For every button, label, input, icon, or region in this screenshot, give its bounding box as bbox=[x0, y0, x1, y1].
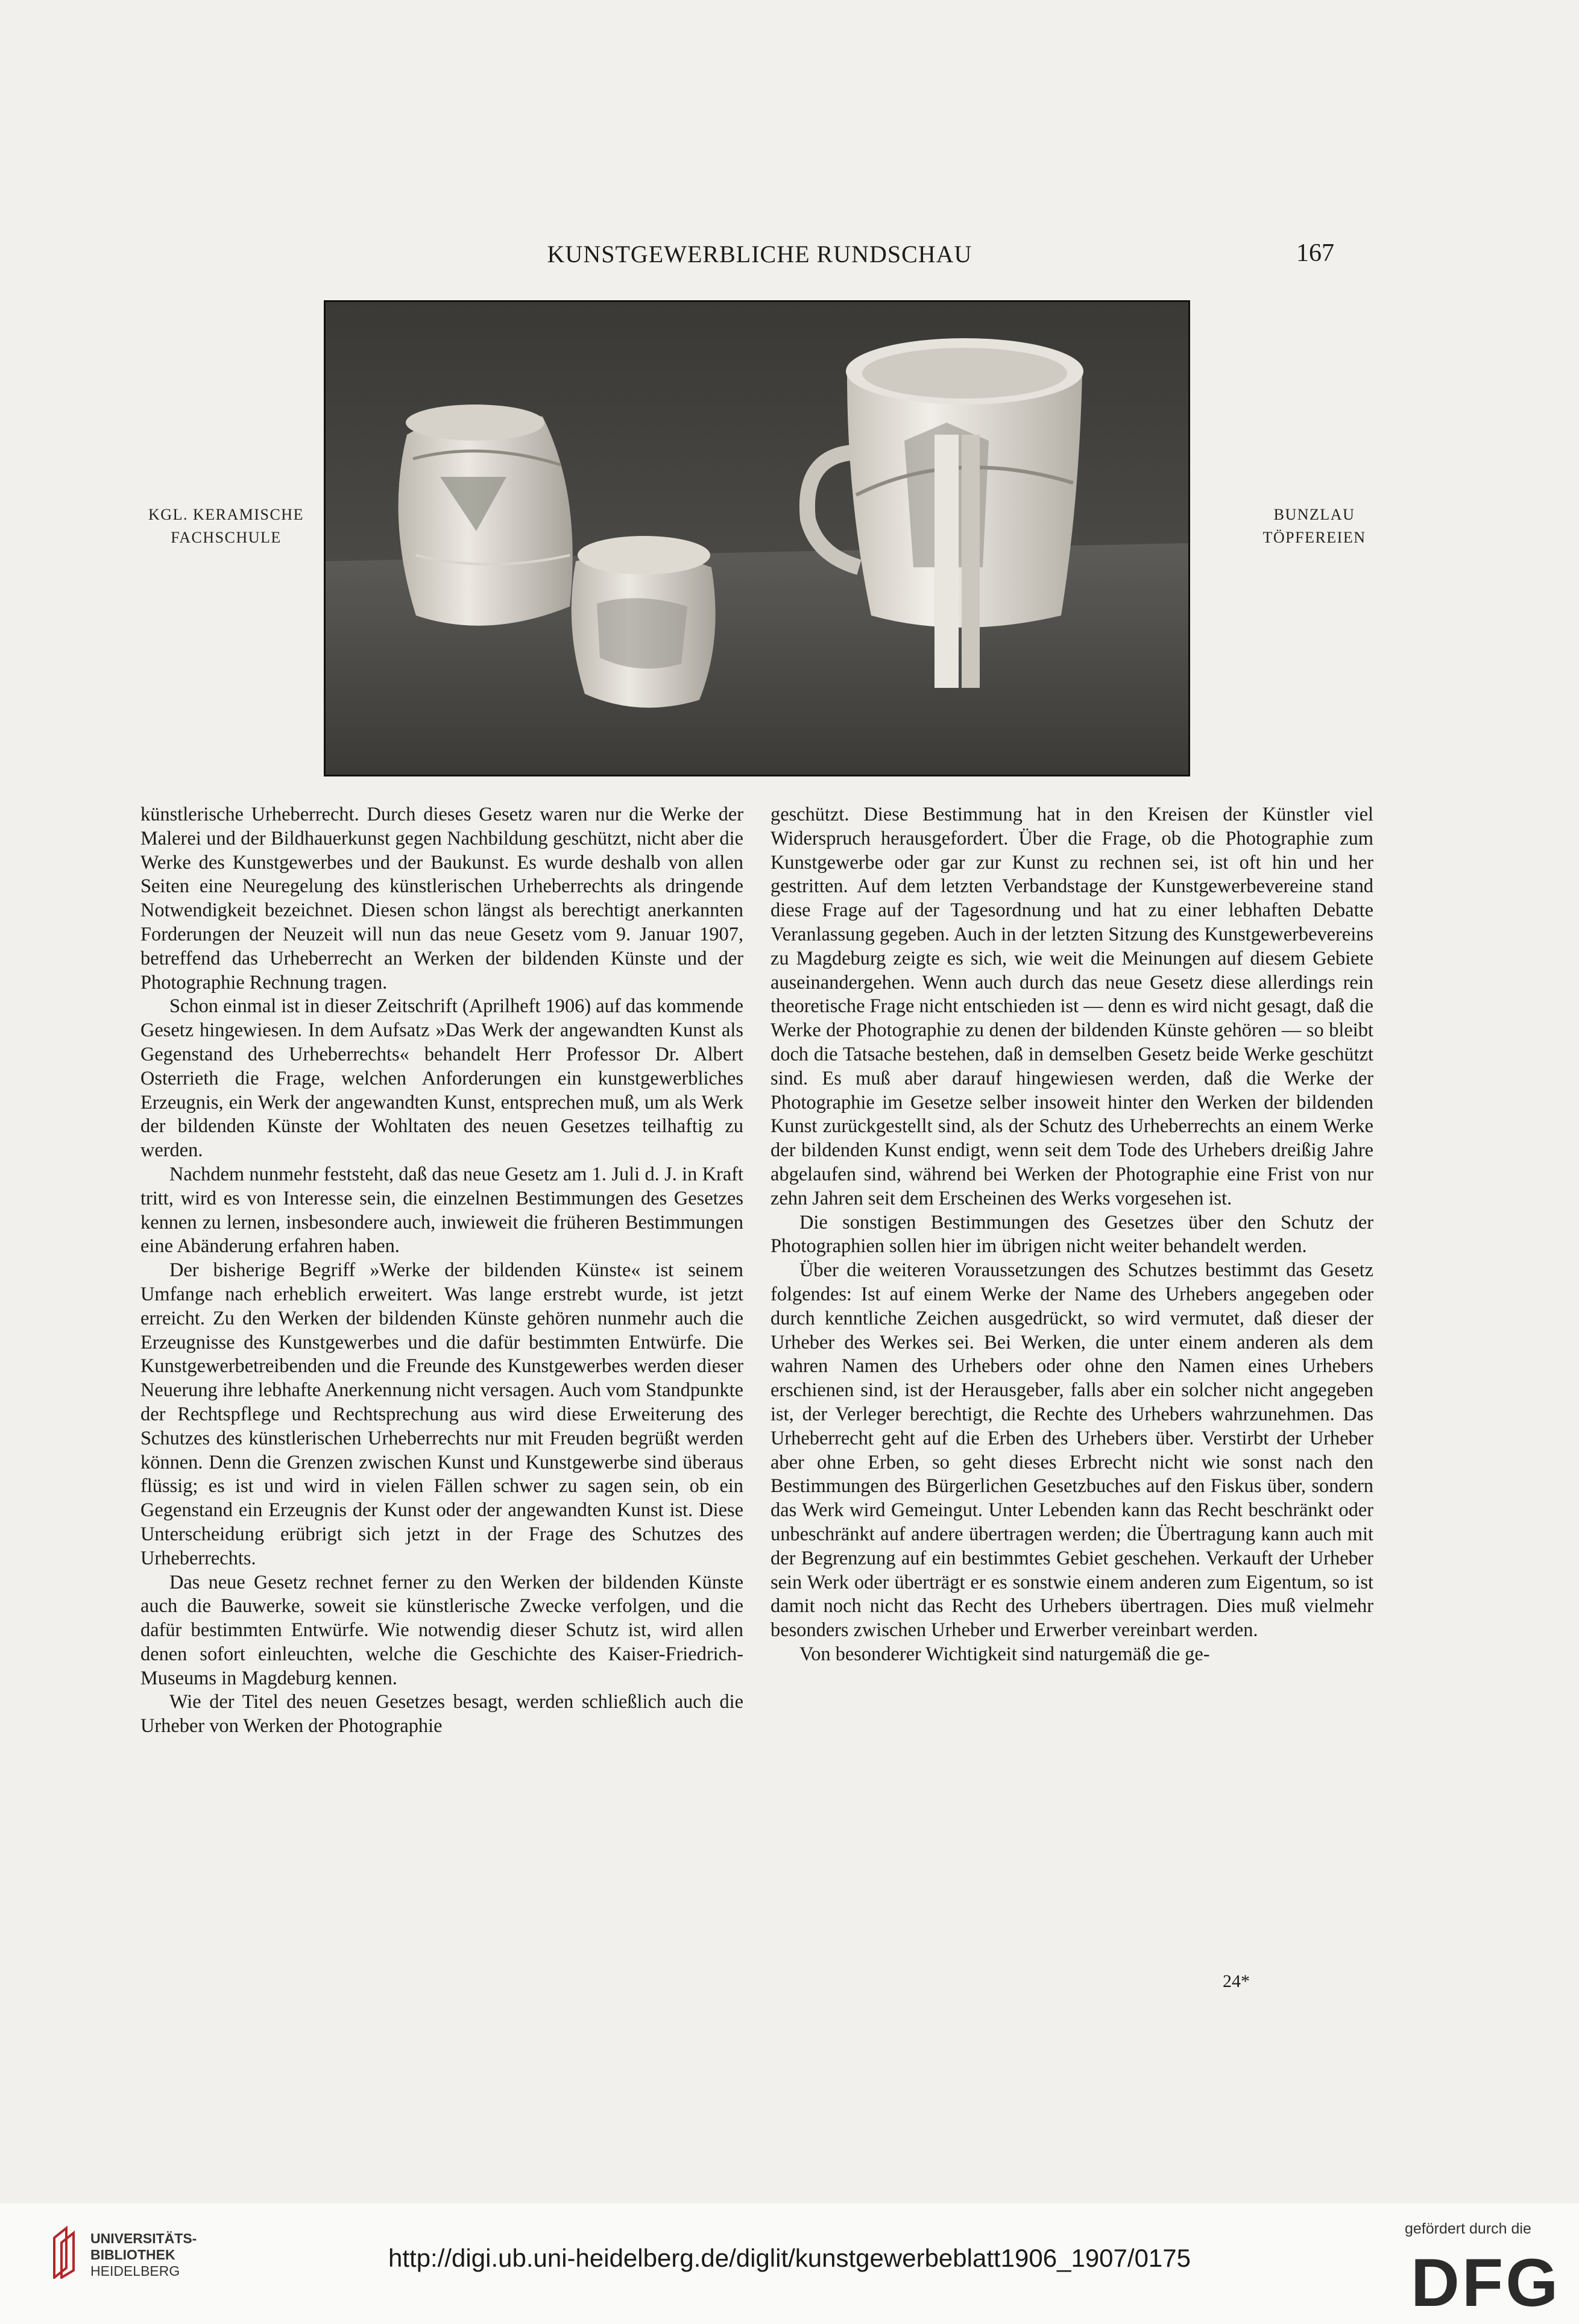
left-vase bbox=[399, 405, 573, 626]
paragraph: Das neue Gesetz rechnet ferner zu den Werken der bildenden Künste auch die Bauwerke, soweit sie künstlerische Zwecke verfolgen, und die dafür bestimmten Entwürfe. Wie notwendig dieser Schutz ist, wird allen denen sofort einleuchten, welche die Geschichte des Kaiser-Friedrich-Museums in Magdeburg kennen. bbox=[140, 1571, 743, 1689]
small-lidded-box bbox=[572, 536, 716, 708]
paragraph: Die sonstigen Bestimmungen des Gesetzes über den Schutz der Photographien sollen hier im übrigen nicht weiter behandelt werden. bbox=[771, 1211, 1373, 1258]
library-name-line1: UNIVERSITÄTS- bbox=[90, 2231, 197, 2246]
paragraph: Der bisherige Begriff »Werke der bildenden Künste« ist seinem Umfange nach erheblich erweitert. Was lange erstrebt wurde, ist jetzt erreicht. Zu den Werken der bildenden Künste gehören nunmehr auch die Erzeugnisse des Kunstgewerbes und die dafür bestimmten Entwürfe. Die Kunstgewerbetreibenden und die Freunde des Kunstgewerbes werden dieser Neuerung ihre lebhafte Anerkennung nicht versagen. Auch vom Standpunkte der Rechtspflege und Rechtsprechung aus wird diese Erweiterung des Schutzes des künstlerischen Urheberrechts nur mit Freuden begrüßt werden können. Denn die Grenzen zwischen Kunst und Kunstgewerbe sind überaus flüssig; es ist und wird in vielen Fällen schwer zu sagen sein, ob ein Gegenstand ein Erzeugnis der Kunst oder der angewandten Kunst ist. Diese Unterscheidung erübrigt sich jetzt in der Frage des Schutzes des Urheberrechts. bbox=[140, 1259, 743, 1569]
dfg-logo: DFG bbox=[1411, 2245, 1561, 2320]
paragraph: geschützt. Diese Bestimmung hat in den Kreisen der Künstler viel Widerspruch herausgefordert. Über die Frage, ob die Photographie zum Kunstgewerbe oder gar zur Kunst zu rechnen sei, ist oft hin und her gestritten. Auf dem letzten Verbandstage der Kunstgewerbevereine stand diese Frage auf der Tagesordnung und hat zu einer lebhaften Debatte Veranlassung gegeben. Auch in der letzten Sitzung des Kunstgewerbevereins zu Magdeburg zeigte es sich, wie weit die Meinungen auf diesem Gebiete auseinandergehen. Wenn auch durch das neue Gesetz diese allerdings rein theoretische Frage nicht entschieden ist — denn es wird nicht gesagt, daß die Werke der Photographie zu denen der bildenden Künste gehören — so bleibt doch die Tatsache bestehen, daß in demselben Gesetz beide Werke geschützt sind. Es muß aber darauf hingewiesen werden, daß die Werke der Photographie im Gesetze selber insoweit hinter den Werken der bildenden Kunst zurückgestellt sind, als der Schutz des Urheberrechts an einem Werke der bildenden Kunst endigt, wenn seit dem Tode des Urhebers dreißig Jahre abgelaufen sind, während bei Werken der Photographie eine Frist von nur zehn Jahren seit dem Erscheinen des Werks vorgesehen ist. bbox=[771, 804, 1373, 1209]
funding-caption: gefördert durch die bbox=[1405, 2220, 1531, 2237]
figure-label-left-line2: FACHSCHULE bbox=[171, 529, 282, 546]
paragraph: künstlerische Urheberrecht. Durch dieses Gesetz waren nur die Werke der Malerei und der Bildhauerkunst gegen Nachbildung geschützt, nicht aber die Werke des Kunstgewerbes und der Baukunst. Es wurde deshalb von allen Seiten eine Neuregelung des künstlerischen Urheberrechts als dringende Notwendigkeit bezeichnet. Diesen schon längst als berechtigt anerkannten Forderungen der Neuzeit will nun das neue Gesetz vom 9. Januar 1907, betreffend das Urheberrecht an Werken der bildenden Künste und der Photographie Rechnung tragen. bbox=[140, 804, 743, 994]
library-name-line3: HEIDELBERG bbox=[90, 2263, 180, 2279]
paragraph: Nachdem nunmehr feststeht, daß das neue Gesetz am 1. Juli d. J. in Kraft tritt, wird es von Interesse sein, die einzelnen Bestimmungen des Gesetzes kennen zu lernen, insbesondere auch, inwieweit die früheren Bestimmungen eine Abänderung erfahren haben. bbox=[140, 1163, 743, 1258]
sheet-signature: 24* bbox=[1223, 1971, 1250, 1991]
library-name-line2: BIBLIOTHEK bbox=[90, 2247, 175, 2263]
permalink-url[interactable]: http://digi.ub.uni-heidelberg.de/diglit/kunstgewerbeblatt1906_1907/0175 bbox=[388, 2244, 1191, 2272]
text-column-left bbox=[140, 803, 743, 1739]
figure-label-left bbox=[127, 503, 326, 549]
paragraph: Von besonderer Wichtigkeit sind naturgemäß die ge- bbox=[799, 1643, 1210, 1665]
figure-label-left-line1: KGL. KERAMISCHE bbox=[148, 506, 304, 523]
ceramics-photograph bbox=[324, 300, 1190, 776]
page-number: 167 bbox=[1296, 239, 1334, 267]
paragraph: Über die weiteren Voraussetzungen des Schutzes bestimmt das Gesetz folgendes: Ist auf einem Werke der Name des Urhebers angegeben oder durch kenntliche Zeichen ausgedrückt, so wird vermutet, daß dieser der Urheber des Werkes sei. Bei Werken, die unter einem anderen als dem wahren Namen des Urhebers oder ohne den Namen eines Urhebers erschienen sind, ist der Herausgeber, falls aber ein solcher nicht angegeben ist, der Verleger berechtigt, die Rechte des Urhebers wahrzunehmen. Das Urheberrecht geht auf die Erben des Urhebers über. Verstirbt der Urheber aber ohne Erben, so geht dieses Erbrecht nicht wie sonst nach den Bestimmungen des Bürgerlichen Gesetzbuches auf den Fiskus über, sondern das Werk wird Gemeingut. Unter Lebenden kann das Recht beschränkt oder unbeschränkt auf andere übertragen werden; die Übertragung kann auch mit der Begrenzung auf ein bestimmtes Gebiet geschehen. Verkauft der Urheber sein Werk oder überträgt er es sonstwie einem anderen zum Eigentum, so ist damit noch nicht das Recht des Urhebers übertragen. Dies muß vielmehr besonders zwischen Urheber und Erwerber vereinbart werden. bbox=[771, 1259, 1373, 1642]
figure-label-right-line2: TÖPFEREIEN bbox=[1262, 529, 1366, 546]
paragraph: Schon einmal ist in dieser Zeitschrift (Aprilheft 1906) auf das kommende Gesetz hingewiesen. In dem Aufsatz »Das Werk der angewandten Kunst als Gegenstand des Urheberrechts« behandelt Herr Professor Dr. Albert Osterrieth die Frage, welchen Anforderungen ein kunstgewerbliches Erzeugnis, ein Werk der angewandten Kunst, entsprechen muß, um als Werk der bildenden Künste der Wohltaten des neuen Gesetzes teilhaftig zu werden. bbox=[140, 995, 743, 1162]
figure-label-right-line1: BUNZLAU bbox=[1273, 506, 1355, 523]
running-head: KUNSTGEWERBLICHE RUNDSCHAU bbox=[547, 241, 972, 268]
figure-label-right bbox=[1236, 503, 1393, 549]
ceramics-photo-illustration bbox=[326, 302, 1188, 775]
text-column-right bbox=[771, 803, 1373, 1667]
paragraph: Wie der Titel des neuen Gesetzes besagt, werden schließlich auch die Urheber von Werken der Photographie bbox=[140, 1691, 743, 1737]
